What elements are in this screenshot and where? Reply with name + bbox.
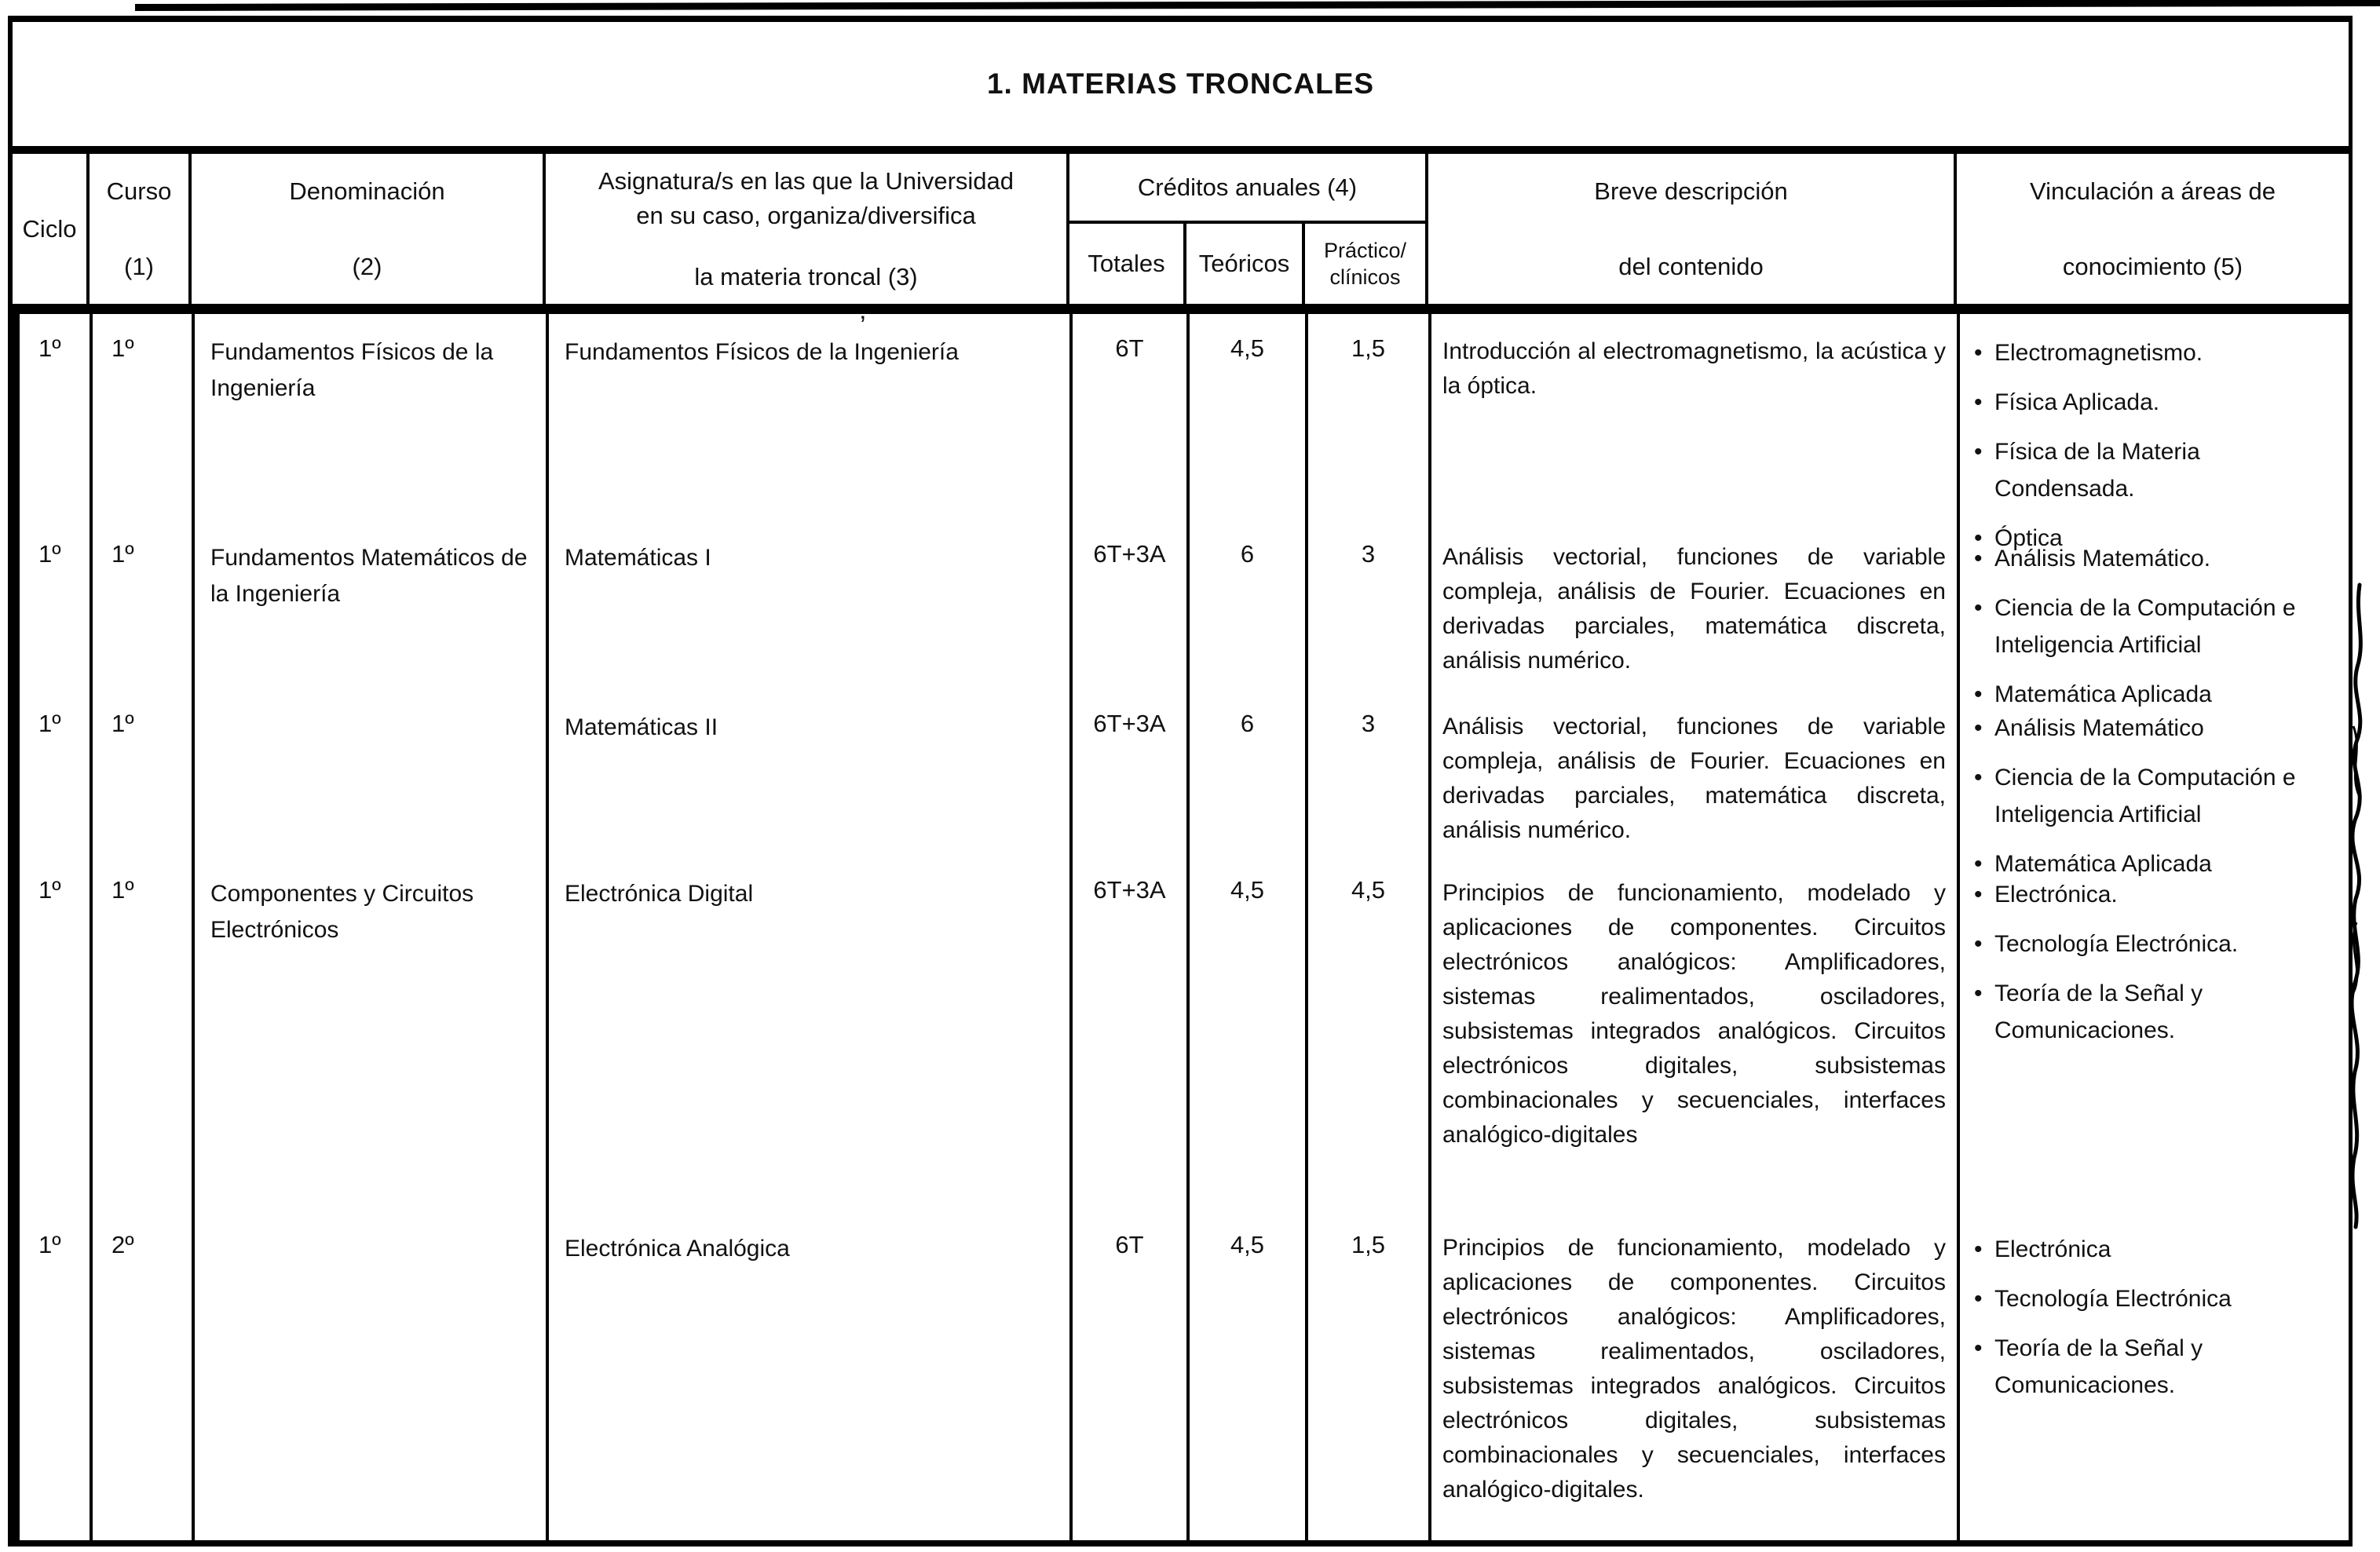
- area-item: • Electromagnetismo.: [1994, 334, 2344, 371]
- header-ciclo: [13, 154, 90, 304]
- cell-curso: 1º: [93, 689, 195, 856]
- table-header-row: [8, 146, 2353, 314]
- cell-descripcion: Análisis vectorial, funciones de variable compleja, análisis de Fourier. Ecuaciones en derivadas parciales, matemática discreta, análisis numérico.: [1431, 689, 1960, 856]
- cell-creditos-totales: 6T+3A: [1073, 856, 1190, 1211]
- cell-areas-conocimiento: [1960, 689, 2349, 877]
- cell-curso: 1º: [93, 520, 195, 689]
- cell-curso: 1º: [93, 314, 195, 520]
- title-box: [8, 16, 2353, 146]
- cell-creditos-teoricos: 6: [1190, 689, 1308, 856]
- cell-asignatura: Matemáticas I: [549, 520, 1073, 689]
- cell-creditos-teoricos: 4,5: [1190, 856, 1308, 1211]
- cell-creditos-totales: 6T+3A: [1073, 520, 1190, 689]
- header-practico-line1: Práctico/: [1323, 239, 1407, 262]
- cell-asignatura: Fundamentos Físicos de la Ingeniería: [549, 314, 1073, 520]
- cell-asignatura: Electrónica Digital: [549, 856, 1073, 1211]
- area-item: • Física Aplicada.: [1994, 384, 2344, 421]
- cell-areas-conocimiento: [1960, 856, 2349, 1211]
- cell-creditos-teoricos: 4,5: [1190, 314, 1308, 520]
- header-asignatura-line2: en su caso, organiza/diversifica: [636, 201, 976, 229]
- cell-denominacion: [195, 689, 549, 856]
- scan-artifact-apostrophe: ’: [860, 311, 866, 341]
- header-curso-label: Curso: [106, 177, 172, 205]
- area-item: • Análisis Matemático.: [1994, 540, 2344, 577]
- cell-descripcion: Análisis vectorial, funciones de variable compleja, análisis de Fourier. Ecuaciones en derivadas parciales, matemática discreta, análisis numérico.: [1431, 520, 1960, 689]
- header-denominacion: [192, 154, 546, 304]
- header-descripcion-line2: del contenido: [1618, 252, 1764, 280]
- header-curso-number: (1): [124, 252, 154, 280]
- materias-troncales-table: [8, 16, 2353, 1547]
- header-practico-line2: clínicos: [1329, 265, 1401, 289]
- area-item: • Tecnología Electrónica: [1994, 1280, 2344, 1317]
- cell-asignatura: Matemáticas II: [549, 689, 1073, 856]
- area-item: • Electrónica: [1994, 1231, 2344, 1268]
- cell-descripcion: Principios de funcionamiento, modelado y aplicaciones de componentes. Circuitos electrónicos analógicos: Amplificadores, sistemas realimentados, osciladores, subsistemas integrados analógicos. Circuitos electrónicos digitales, subsistemas combinacionales y secuenciales, interfaces analógico-digitales: [1431, 856, 1960, 1211]
- cell-areas-conocimiento: [1960, 520, 2349, 707]
- table-body: [8, 314, 2353, 1547]
- cell-denominacion: Componentes y Circuitos Electrónicos: [195, 856, 549, 1211]
- header-creditos-label: Créditos anuales (4): [1069, 154, 1425, 224]
- cell-denominacion: Fundamentos Matemáticos de la Ingeniería: [195, 520, 549, 689]
- cell-creditos-practicos: 3: [1308, 689, 1431, 856]
- cell-ciclo: 1º: [20, 520, 93, 689]
- cell-curso: 2º: [93, 1211, 195, 1540]
- cell-creditos-teoricos: 4,5: [1190, 1211, 1308, 1540]
- cell-creditos-totales: 6T: [1073, 1211, 1190, 1540]
- header-totales: Totales: [1069, 224, 1186, 304]
- cell-creditos-practicos: 1,5: [1308, 1211, 1431, 1540]
- cell-creditos-practicos: 3: [1308, 520, 1431, 689]
- header-denominacion-number: (2): [352, 252, 382, 280]
- area-item: • Teoría de la Señal y Comunicaciones.: [1994, 975, 2344, 1049]
- header-breve-descripcion: [1428, 154, 1957, 304]
- cell-denominacion: [195, 1211, 549, 1540]
- header-denominacion-label: Denominación: [289, 177, 445, 205]
- cell-areas-conocimiento: [1960, 314, 2349, 551]
- header-ciclo-label: Ciclo: [22, 214, 77, 243]
- area-item: • Matemática Aplicada: [1994, 676, 2344, 713]
- area-item: • Teoría de la Señal y Comunicaciones.: [1994, 1330, 2344, 1404]
- cell-ciclo: 1º: [20, 1211, 93, 1540]
- cell-creditos-teoricos: 6: [1190, 520, 1308, 689]
- area-item: • Electrónica.: [1994, 876, 2344, 913]
- cell-ciclo: 1º: [20, 314, 93, 520]
- header-vinculacion-line1: Vinculación a áreas de: [2029, 177, 2276, 205]
- header-vinculacion: [1957, 154, 2349, 304]
- area-item: • Tecnología Electrónica.: [1994, 926, 2344, 962]
- header-vinculacion-line2: conocimiento (5): [2062, 252, 2243, 280]
- cell-creditos-totales: 6T+3A: [1073, 689, 1190, 856]
- header-creditos-subcolumns: [1069, 224, 1425, 304]
- area-item: • Análisis Matemático: [1994, 710, 2344, 747]
- handwritten-margin-annotation: [2336, 585, 2375, 1229]
- cell-creditos-practicos: 4,5: [1308, 856, 1431, 1211]
- table-title: 1. MATERIAS TRONCALES: [986, 68, 1375, 100]
- cell-creditos-practicos: 1,5: [1308, 314, 1431, 520]
- header-asignatura-line1: Asignatura/s en las que la Universidad: [598, 166, 1015, 195]
- area-item: • Ciencia de la Computación e Inteligencia Artificial: [1994, 590, 2344, 663]
- cell-curso: 1º: [93, 856, 195, 1211]
- header-teoricos: Teóricos: [1186, 224, 1305, 304]
- header-asignatura: [546, 154, 1069, 304]
- header-curso: [90, 154, 192, 304]
- cell-asignatura: Electrónica Analógica: [549, 1211, 1073, 1540]
- header-creditos-anuales: [1069, 154, 1428, 304]
- cell-denominacion: Fundamentos Físicos de la Ingeniería: [195, 314, 549, 520]
- area-item: • Ciencia de la Computación e Inteligencia Artificial: [1994, 759, 2344, 833]
- cell-ciclo: 1º: [20, 856, 93, 1211]
- header-practico-clinicos: [1305, 224, 1425, 304]
- header-asignatura-line3: la materia troncal (3): [694, 262, 918, 290]
- scan-artifact-line: [135, 0, 2380, 11]
- cell-descripcion: Introducción al electromagnetismo, la acústica y la óptica.: [1431, 314, 1960, 520]
- cell-ciclo: 1º: [20, 689, 93, 856]
- area-item: • Física de la Materia Condensada.: [1994, 433, 2344, 507]
- area-item: • Óptica: [1994, 520, 2344, 557]
- cell-creditos-totales: 6T: [1073, 314, 1190, 520]
- cell-areas-conocimiento: [1960, 1211, 2349, 1540]
- cell-descripcion: Principios de funcionamiento, modelado y aplicaciones de componentes. Circuitos electrónicos analógicos: Amplificadores, sistemas realimentados, osciladores, subsistemas integrados analógicos. Circuitos electrónicos digitales, subsistemas combinacionales y secuenciales, interfaces analógico-digitales.: [1431, 1211, 1960, 1540]
- area-item: • Matemática Aplicada: [1994, 845, 2344, 882]
- header-descripcion-line1: Breve descripción: [1594, 177, 1788, 205]
